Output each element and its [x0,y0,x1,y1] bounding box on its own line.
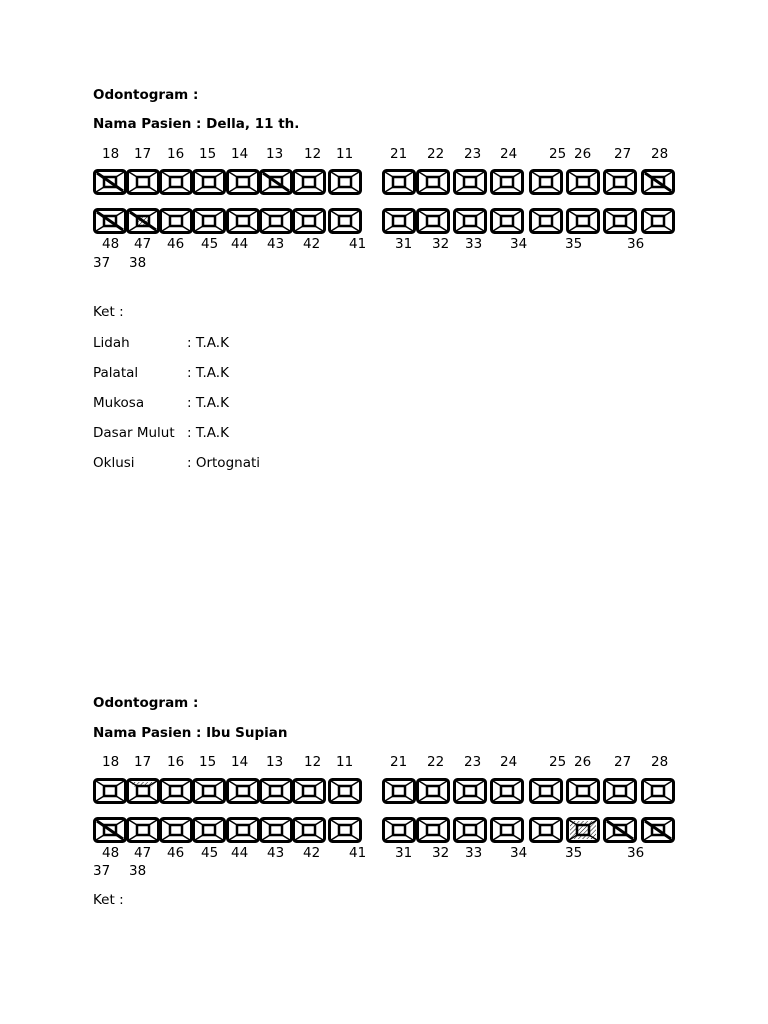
tooth-upper-icon [529,169,563,195]
tooth-lower-icon [416,817,450,843]
tooth-upper-icon [566,778,600,804]
tooth-number-upper: 28 [651,754,669,770]
tooth-lower-icon [382,208,416,234]
tooth-upper-icon [259,778,293,804]
tooth-lower-icon [226,817,260,843]
tooth-upper-icon [226,778,260,804]
tooth-number-lower: 31 [395,845,413,861]
tooth-number-upper: 25 [549,146,567,162]
tooth-number-lower: 43 [267,236,285,252]
tooth-number-lower: 41 [349,845,367,861]
tooth-lower-icon [93,208,127,234]
tooth-upper-icon [259,169,293,195]
tooth-upper-icon [93,778,127,804]
tooth-number-upper: 17 [134,146,152,162]
tooth-number-upper: 25 [549,754,567,770]
tooth-number-upper: 27 [614,146,632,162]
tooth-lower-icon [566,208,600,234]
tooth-number-lower: 35 [565,236,583,252]
tooth-number-lower: 36 [627,845,645,861]
tooth-number-lower: 46 [167,236,185,252]
info-value: : T.A.K [187,365,229,381]
tooth-upper-icon [292,169,326,195]
tooth-upper-icon [641,169,675,195]
odontogram-title-1: Odontogram : [93,87,199,103]
tooth-number-lower: 41 [349,236,367,252]
tooth-number-upper: 24 [500,754,518,770]
tooth-upper-icon [159,169,193,195]
tooth-lower-icon [328,208,362,234]
tooth-lower-icon [529,817,563,843]
tooth-upper-icon [126,169,160,195]
tooth-number-upper: 17 [134,754,152,770]
tooth-lower-icon [292,817,326,843]
tooth-lower-icon [126,208,160,234]
tooth-upper-icon [453,778,487,804]
tooth-number-upper: 11 [336,146,354,162]
tooth-number-upper: 26 [574,146,592,162]
tooth-number-lower: 44 [231,236,249,252]
tooth-upper-icon [490,169,524,195]
tooth-number-lower: 35 [565,845,583,861]
tooth-number-upper: 24 [500,146,518,162]
tooth-number-lower: 48 [102,845,120,861]
tooth-number-upper: 15 [199,146,217,162]
tooth-number-upper: 13 [266,146,284,162]
tooth-number-upper: 16 [167,146,185,162]
tooth-lower-icon [529,208,563,234]
tooth-upper-icon [328,169,362,195]
tooth-lower-icon [226,208,260,234]
tooth-upper-icon [603,778,637,804]
tooth-number-lower: 42 [303,845,321,861]
tooth-number-upper: 22 [427,754,445,770]
tooth-number-lower: 34 [510,845,528,861]
tooth-lower-icon [490,208,524,234]
tooth-number-upper: 21 [390,146,408,162]
tooth-number-lower: 36 [627,236,645,252]
tooth-number-upper: 18 [102,146,120,162]
tooth-lower-icon [192,817,226,843]
tooth-lower-icon [453,208,487,234]
tooth-upper-icon [159,778,193,804]
tooth-upper-icon [292,778,326,804]
tooth-number-lower-wrapped: 38 [129,255,147,271]
tooth-number-upper: 28 [651,146,669,162]
info-value: : T.A.K [187,425,229,441]
tooth-lower-icon [603,208,637,234]
tooth-upper-icon [192,778,226,804]
tooth-number-upper: 18 [102,754,120,770]
info-value: : T.A.K [187,395,229,411]
tooth-upper-icon [328,778,362,804]
tooth-number-upper: 22 [427,146,445,162]
tooth-lower-icon [566,817,600,843]
tooth-upper-icon [641,778,675,804]
info-value: : Ortognati [187,455,261,471]
tooth-number-upper: 12 [304,146,322,162]
tooth-lower-icon [603,817,637,843]
tooth-number-lower: 47 [134,236,152,252]
tooth-number-lower: 47 [134,845,152,861]
tooth-upper-icon [529,778,563,804]
tooth-number-lower: 32 [432,236,450,252]
tooth-upper-icon [126,778,160,804]
tooth-upper-icon [416,169,450,195]
tooth-number-upper: 11 [336,754,354,770]
tooth-upper-icon [490,778,524,804]
odontogram-title-2: Odontogram : [93,695,199,711]
tooth-upper-icon [93,169,127,195]
tooth-lower-icon [159,817,193,843]
tooth-number-lower: 44 [231,845,249,861]
info-label: Oklusi [93,455,135,471]
info-value: : T.A.K [187,335,229,351]
info-label: Mukosa [93,395,145,411]
tooth-number-lower: 43 [267,845,285,861]
tooth-lower-icon [641,208,675,234]
tooth-upper-icon [382,778,416,804]
tooth-number-lower: 46 [167,845,185,861]
tooth-number-upper: 14 [231,146,249,162]
tooth-lower-icon [192,208,226,234]
tooth-lower-icon [259,208,293,234]
tooth-number-upper: 16 [167,754,185,770]
tooth-upper-icon [416,778,450,804]
info-label: Palatal [93,365,139,381]
tooth-number-upper: 14 [231,754,249,770]
info-label: Lidah [93,335,130,351]
patient-name-2: Nama Pasien : Ibu Supian [93,725,288,741]
tooth-number-lower-wrapped: 37 [93,863,111,879]
tooth-number-lower-wrapped: 38 [129,863,147,879]
tooth-number-upper: 23 [464,146,482,162]
tooth-lower-icon [93,817,127,843]
tooth-number-upper: 21 [390,754,408,770]
tooth-upper-icon [453,169,487,195]
tooth-lower-icon [453,817,487,843]
tooth-upper-icon [226,169,260,195]
tooth-number-lower: 42 [303,236,321,252]
tooth-number-upper: 13 [266,754,284,770]
tooth-number-lower: 31 [395,236,413,252]
tooth-number-upper: 26 [574,754,592,770]
ket-label-2: Ket : [93,892,124,908]
tooth-number-lower: 32 [432,845,450,861]
tooth-number-lower: 33 [465,236,483,252]
tooth-lower-icon [382,817,416,843]
tooth-number-lower: 45 [201,845,219,861]
ket-label-1: Ket : [93,304,124,320]
tooth-number-lower-wrapped: 37 [93,255,111,271]
patient-name-1: Nama Pasien : Della, 11 th. [93,116,300,132]
tooth-upper-icon [382,169,416,195]
tooth-number-upper: 27 [614,754,632,770]
tooth-number-upper: 15 [199,754,217,770]
tooth-number-lower: 45 [201,236,219,252]
tooth-lower-icon [328,817,362,843]
tooth-number-lower: 33 [465,845,483,861]
tooth-lower-icon [159,208,193,234]
tooth-lower-icon [641,817,675,843]
tooth-lower-icon [292,208,326,234]
tooth-lower-icon [416,208,450,234]
tooth-lower-icon [490,817,524,843]
tooth-number-lower: 34 [510,236,528,252]
info-label: Dasar Mulut [93,425,175,441]
tooth-upper-icon [192,169,226,195]
tooth-number-upper: 12 [304,754,322,770]
tooth-number-lower: 48 [102,236,120,252]
tooth-upper-icon [566,169,600,195]
tooth-lower-icon [259,817,293,843]
tooth-number-upper: 23 [464,754,482,770]
tooth-upper-icon [603,169,637,195]
tooth-lower-icon [126,817,160,843]
